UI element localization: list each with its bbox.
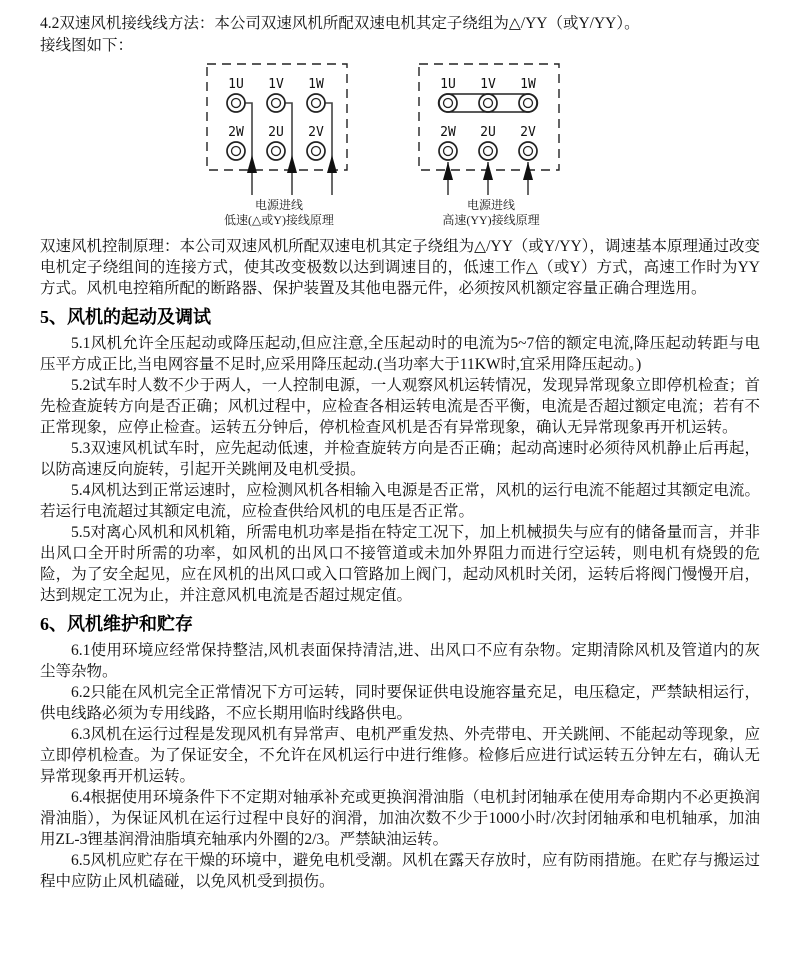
svg-text:1W: 1W [308, 77, 324, 92]
wiring-diagrams-row [204, 62, 760, 228]
paragraph-6-5: 6.5风机应贮存在干燥的环境中，避免电机受潮。风机在露天存放时，应有防雨措施。在贮存与搬运过程中应防止风机磕碰，以免风机受到损伤。 [40, 852, 760, 890]
terminal-1u [227, 77, 245, 112]
caption-power-inlet: 电源进线 [466, 198, 515, 212]
paragraph-5-4: 5.4风机达到正常运速时，应检测风机各相输入电源是否正常，风机的运行电流不能超过其额定电流。若运行电流超过其额定电流，应检查供给风机的电压是否正常。 [40, 482, 760, 520]
terminal-1v [267, 77, 285, 112]
caption-principle: 高速(YY)接线原理 [442, 213, 540, 227]
section-6-heading: 6、风机维护和贮存 [40, 614, 193, 634]
terminal-2v [519, 125, 537, 160]
wire [245, 103, 332, 195]
paragraph-5-1: 5.1风机允许全压起动或降压起动,但应注意,全压起动时的电流为5~7倍的额定电流,降压起动转距与电压平方成正比,当电网容量不足时,应采用降压起动.(当功率大于11KW时,宜采用降压起动。) [40, 335, 760, 373]
terminal-2w [439, 125, 457, 160]
paragraph-5-2: 5.2试车时人数不少于两人，一人控制电源，一人观察风机运转情况，发现异常现象立即停机检查；首先检查旋转方向是否正确；风机过程中，应检查各相运转电流是否平衡，电流是否超过额定电流；若有不正常现象，应停止检查。运转五分钟后，停机检查风机是否有异常现象，确认无异常现象再开机运转。 [40, 377, 760, 436]
paragraph-5-5: 5.5对离心风机和风机箱，所需电机功率是指在特定工况下，加上机械损失与应有的储备量而言，并非出风口全开时所需的功率，如风机的出风口不接管道或未加外界阻力而进行空运转，则电机有烧毁的危险，为了安全起见，应在风机的出风口或入口管路加上阀门，起动风机时关闭，运转后将阀门慢慢开启，达到规定工况为止，并注意风机电流是否超过规定值。 [40, 524, 760, 604]
low-speed-diagram-svg [204, 62, 354, 197]
high-speed-caption [416, 198, 566, 228]
svg-text:2W: 2W [440, 125, 456, 140]
power-arrow-icon [443, 162, 533, 180]
svg-text:1V: 1V [268, 77, 284, 92]
svg-text:1W: 1W [520, 77, 536, 92]
paragraph-6-2: 6.2只能在风机完全正常情况下方可运转，同时要保证供电设施容量充足，电压稳定，严禁缺相运行，供电线路必须为专用线路，不应长期用临时线路供电。 [40, 684, 760, 722]
paragraph-4-2 [40, 13, 760, 57]
paragraph-6-1: 6.1使用环境应经常保持整洁,风机表面保持清洁,进、出风口不应有杂物。定期清除风机及管道内的灰尘等杂物。 [40, 642, 760, 680]
terminal-2u [267, 125, 285, 160]
svg-text:1U: 1U [440, 77, 456, 92]
low-speed-caption [204, 198, 354, 228]
terminal-2u [479, 125, 497, 160]
svg-text:2W: 2W [228, 125, 244, 140]
paragraph-6-4: 6.4根据使用环境条件下不定期对轴承补充或更换润滑油脂（电机封闭轴承在使用寿命期内不必更换润滑油脂），为保证风机在运行过程中良好的润滑，加油次数不少于1000小时/次封闭轴承和电机轴承，加油用ZL-3锂基润滑油脂填充轴承内外圈的2/3。严禁缺油运转。 [40, 789, 760, 848]
paragraph-4-2-line1: 4.2双速风机接线线方法：本公司双速风机所配双速电机其定子绕组为△/YY（或Y/YY）。 [40, 15, 640, 32]
section-5-heading: 5、风机的起动及调试 [40, 307, 211, 327]
svg-text:2U: 2U [268, 125, 284, 140]
svg-text:1U: 1U [228, 77, 244, 92]
svg-text:2U: 2U [480, 125, 496, 140]
paragraph-control-principle: 双速风机控制原理：本公司双速风机所配双速电机其定子绕组为△/YY（或Y/YY），调速基本原理通过改变电机定子绕组间的连接方式，使其改变极数以达到调速目的，低速工作△（或Y）方式，高速工作时为YY方式。风机电控箱所配的断路器、保护装置及其他电器元件，必须按风机额定容量正确合理选用。 [40, 238, 760, 297]
paragraph-4-2-line2: 接线图如下： [40, 37, 134, 54]
terminal-2v [307, 125, 325, 160]
terminal-2w [227, 125, 245, 160]
svg-text:1V: 1V [480, 77, 496, 92]
svg-text:2V: 2V [308, 125, 324, 140]
high-speed-diagram-svg [416, 62, 566, 197]
paragraph-5-3: 5.3双速风机试车时，应先起动低速，并检查旋转方向是否正确；起动高速时必须待风机静止后再起，以防高速反向旋转，引起开关跳闸及电机受损。 [40, 440, 760, 478]
svg-text:2V: 2V [520, 125, 536, 140]
caption-power-inlet: 电源进线 [254, 198, 303, 212]
caption-principle: 低速(△或Y)接线原理 [224, 213, 334, 227]
terminal-1w [307, 77, 325, 112]
high-speed-wiring-diagram [416, 62, 566, 228]
paragraph-6-3: 6.3风机在运行过程是发现风机有异常声、电机严重发热、外壳带电、开关跳闸、不能起动等现象，应立即停机检查。为了保证安全，不允许在风机运行中进行维修。检修后应进行试运转五分钟左右，确认无异常现象再开机运转。 [40, 726, 760, 785]
low-speed-wiring-diagram [204, 62, 354, 228]
